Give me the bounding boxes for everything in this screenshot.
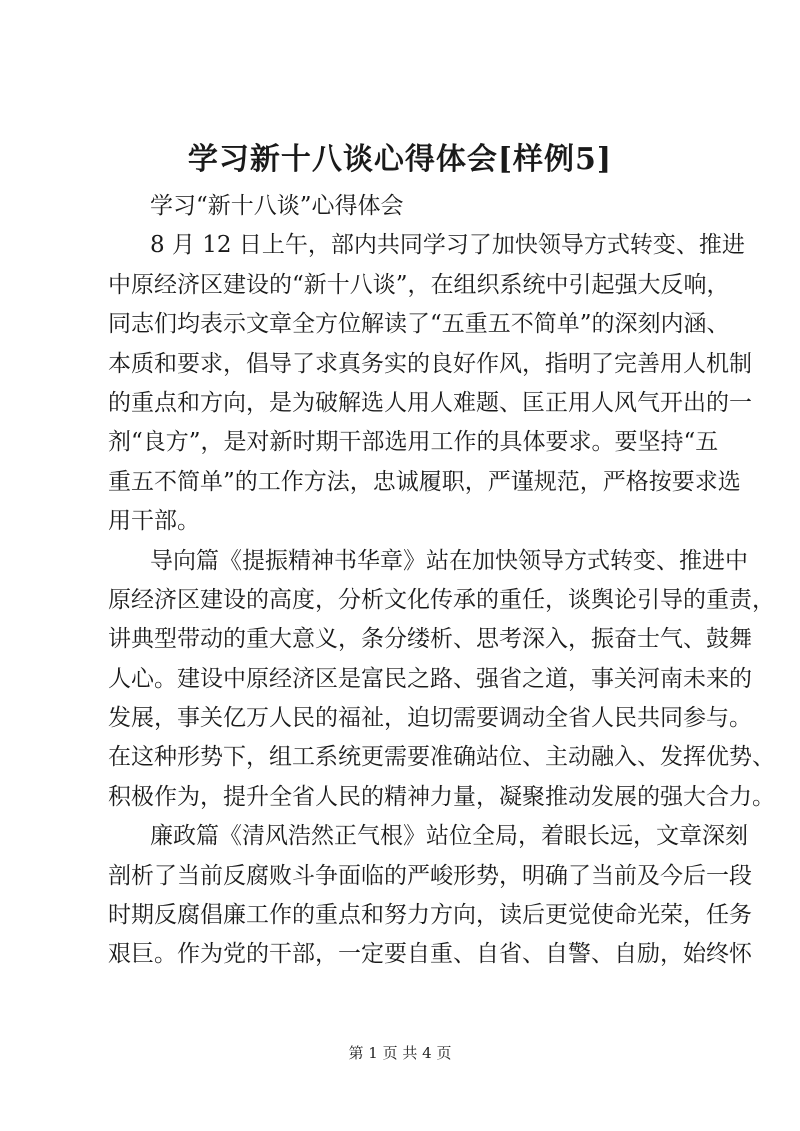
paragraph-2-line: 人心。建设中原经济区是富民之路、强省之道，事关河南未来的 [108, 665, 752, 692]
paragraph-2-line: 原经济区建设的高度，分析文化传承的重任，谈舆论引导的重责， [108, 586, 775, 613]
paragraph-2-line: 讲典型带动的重大意义，条分缕析、思考深入，振奋士气、鼓舞 [108, 626, 752, 653]
document-title: 学习新十八谈心得体会[样例5] [187, 142, 613, 177]
paragraph-1-line: 重五不简单”的工作方法，忠诚履职，严谨规范，严格按要求选 [108, 468, 741, 495]
page-footer: 第 1 页 共 4 页 [348, 1044, 452, 1062]
paragraph-1-line: 8 月 12 日上午，部内共同学习了加快领导方式转变、推进 [150, 232, 745, 259]
paragraph-1-line: 剂“良方”，是对新时期干部选用工作的具体要求。要坚持“五 [108, 429, 719, 456]
paragraph-3-line: 艰巨。作为党的干部，一定要自重、自省、自警、自励，始终怀 [108, 941, 752, 968]
paragraph-2-line: 发展，事关亿万人民的福祉，迫切需要调动全省人民共同参与。 [108, 705, 752, 732]
document-subtitle: 学习“新十八谈”心得体会 [150, 193, 404, 219]
paragraph-2-line: 积极作为，提升全省人民的精神力量，凝聚推动发展的强大合力。 [108, 783, 775, 810]
paragraph-1-line: 中原经济区建设的“新十八谈”，在组织系统中引起强大反响， [108, 271, 730, 298]
paragraph-3-line: 剖析了当前反腐败斗争面临的严峻形势，明确了当前及今后一段 [108, 862, 752, 889]
document-body [108, 188, 775, 972]
paragraph-1-line: 同志们均表示文章全方位解读了“五重五不简单”的深刻内涵、 [108, 311, 730, 338]
paragraph-1-line: 的重点和方向，是为破解选人用人难题、匡正用人风气开出的一 [108, 389, 752, 416]
paragraph-3-line: 时期反腐倡廉工作的重点和努力方向，读后更觉使命光荣，任务 [108, 902, 752, 929]
paragraph-1-line: 本质和要求，倡导了求真务实的良好作风，指明了完善用人机制 [108, 350, 752, 377]
paragraph-1-line: 用干部。 [108, 508, 200, 535]
paragraph-2-line: 在这种形势下，组工系统更需要准确站位、主动融入、发挥优势、 [108, 744, 775, 771]
paragraph-3-line: 廉政篇《清风浩然正气根》站位全局，着眼长远，文章深刻 [150, 823, 748, 850]
paragraph-2-line: 导向篇《提振精神书华章》站在加快领导方式转变、推进中 [150, 547, 748, 574]
